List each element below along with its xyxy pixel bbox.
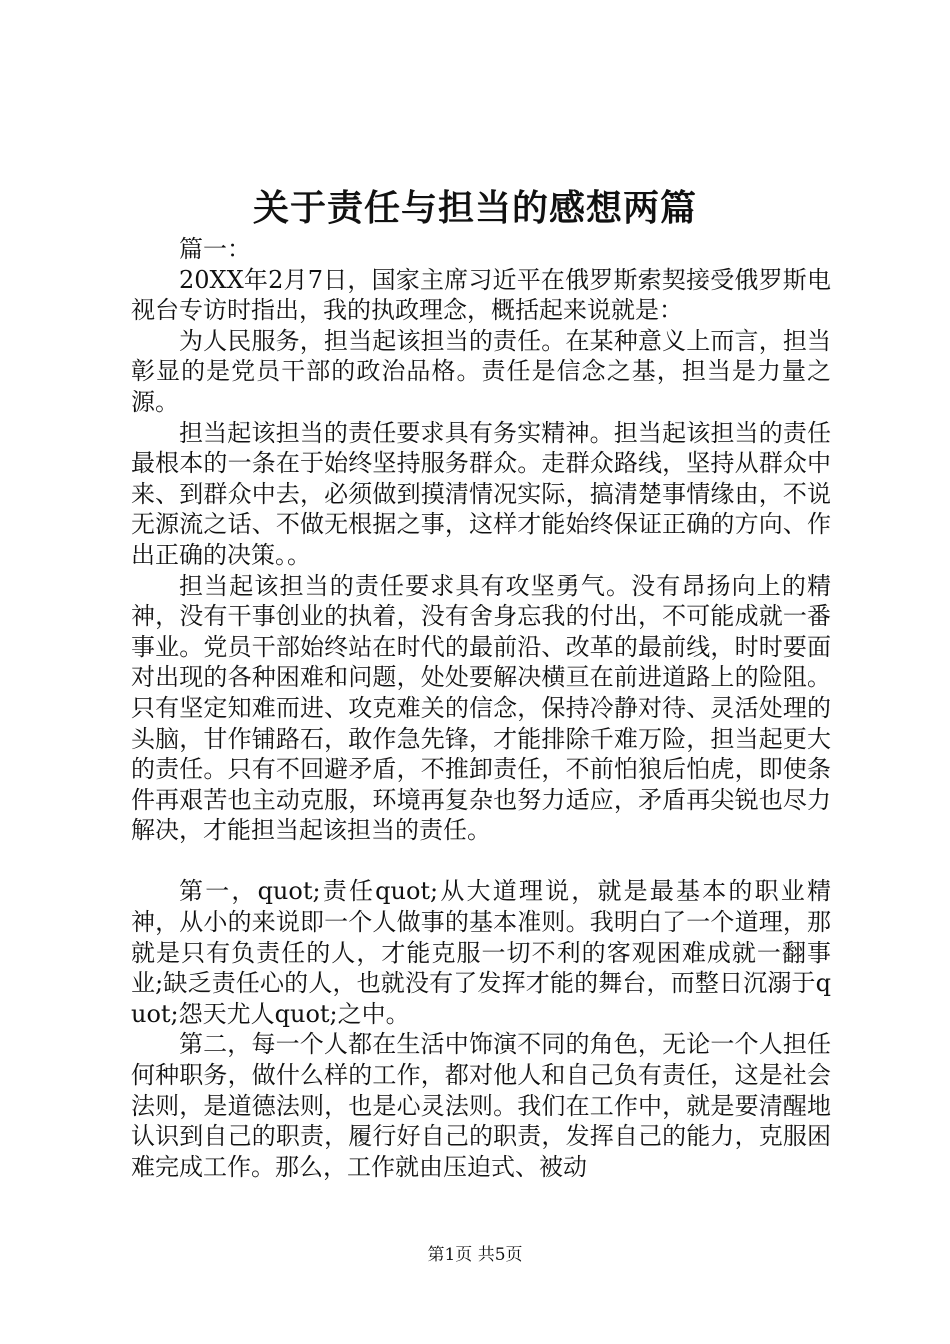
document-body	[131, 234, 831, 1182]
paragraph: 20XX年2月7日，国家主席习近平在俄罗斯索契接受俄罗斯电视台专访时指出，我的执政理念，概括起来说就是：	[131, 265, 831, 325]
paragraph: 第二，每一个人都在生活中饰演不同的角色，无论一个人担任何种职务，做什么样的工作，都对他人和自己负有责任，这是社会法则，是道德法则，也是心灵法则。我们在工作中，就是要清醒地认识到自己的职责，履行好自己的职责，发挥自己的能力，克服困难完成工作。那么，工作就由压迫式、被动	[131, 1030, 831, 1181]
paragraph: 第一，quot;责任quot;从大道理说，就是最基本的职业精神，从小的来说即一个人做事的基本准则。我明白了一个道理，那就是只有负责任的人，才能克服一切不利的客观困难成就一翻事业;缺乏责任心的人，也就没有了发挥才能的舞台，而整日沉溺于quot;怨天尤人quot;之中。	[131, 877, 831, 1028]
paragraph: 为人民服务，担当起该担当的责任。在某种意义上而言，担当彰显的是党员干部的政治品格。责任是信念之基，担当是力量之源。	[131, 326, 831, 416]
paragraph: 担当起该担当的责任要求具有务实精神。担当起该担当的责任最根本的一条在于始终坚持服务群众。走群众路线，坚持从群众中来、到群众中去，必须做到摸清情况实际，搞清楚事情缘由，不说无源流之话、不做无根据之事，这样才能始终保证正确的方向、作出正确的决策。。	[131, 418, 831, 569]
blank-line	[131, 846, 831, 877]
section-heading: 篇一：	[179, 235, 251, 263]
page-footer: 第1页 共5页	[427, 1245, 523, 1265]
paragraph: 担当起该担当的责任要求具有攻坚勇气。没有昂扬向上的精神，没有干事创业的执着，没有舍身忘我的付出，不可能成就一番事业。党员干部始终站在时代的最前沿、改革的最前线，时时要面对出现的各种困难和问题，处处要解决横亘在前进道路上的险阻。只有坚定知难而进、攻克难关的信念，保持冷静对待、灵活处理的头脑，甘作铺路石，敢作急先锋，才能排除千难万险，担当起更大的责任。只有不回避矛盾，不推卸责任，不前怕狼后怕虎，即使条件再艰苦也主动克服，环境再复杂也努力适应，矛盾再尖锐也尽力解决，才能担当起该担当的责任。	[131, 571, 831, 845]
document-title: 关于责任与担当的感想两篇	[252, 187, 697, 229]
